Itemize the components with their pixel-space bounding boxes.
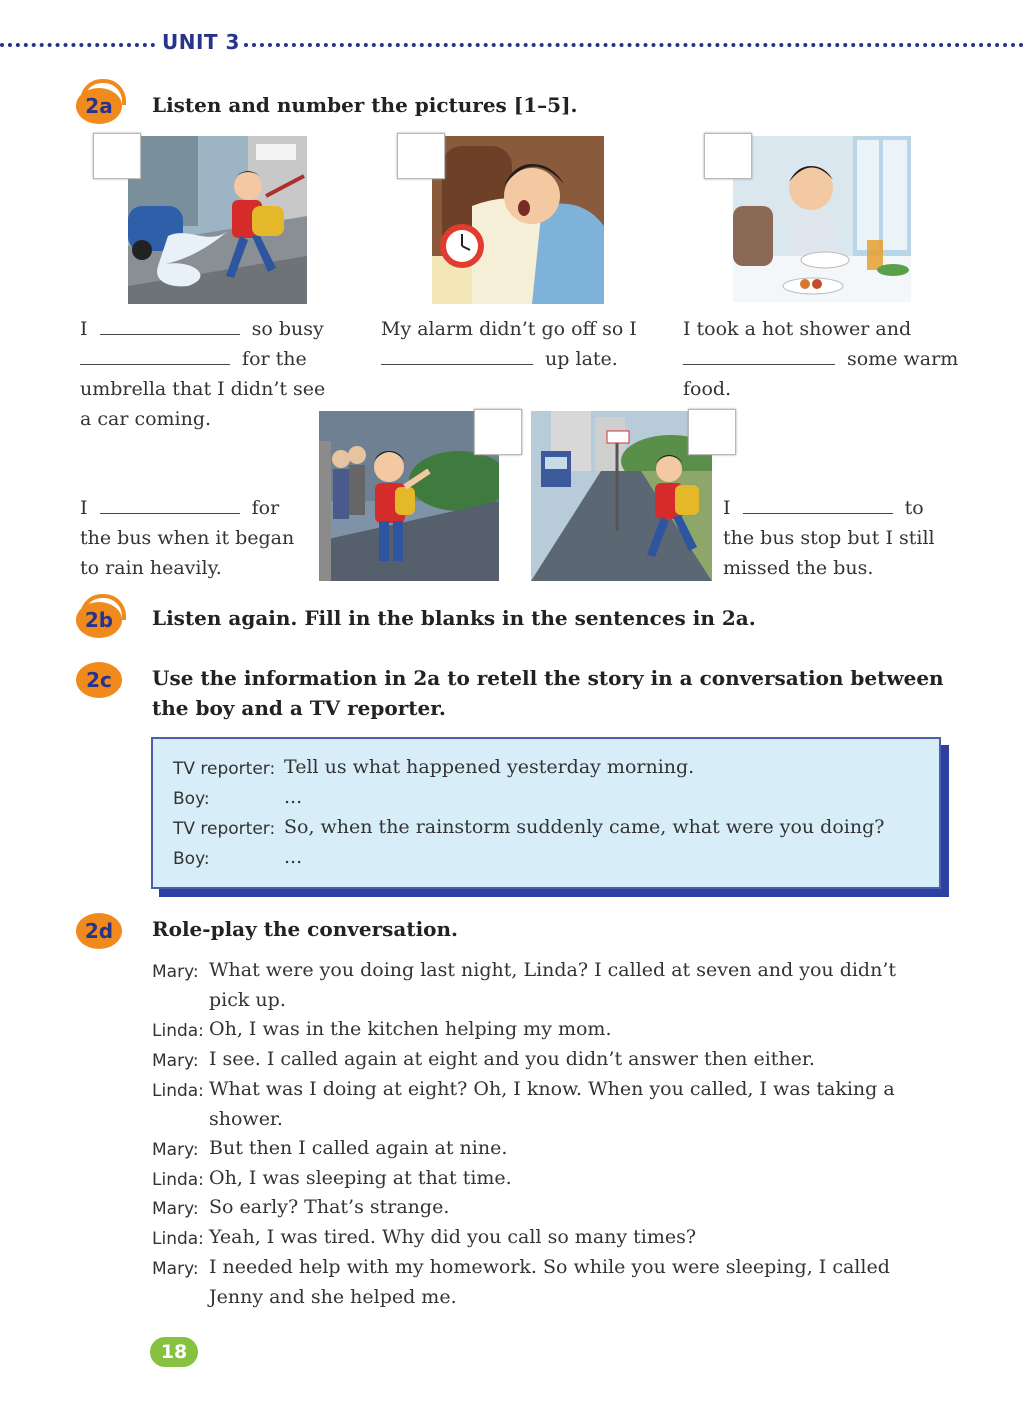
caption-4-text: I	[80, 497, 88, 519]
caption-1-text: a car coming.	[80, 408, 212, 430]
convo-line: So, when the rainstorm suddenly came, what were you doing?	[284, 816, 885, 838]
number-box-1[interactable]	[93, 133, 141, 179]
section-badge-2d: 2d	[76, 913, 122, 949]
instruction-2c-line1: Use the information in 2a to retell the story in a conversation between	[152, 666, 944, 690]
picture-boy-running-rain	[128, 136, 307, 304]
dialogue-line: What was I doing at eight? Oh, I know. When you called, I was taking a	[209, 1078, 895, 1100]
dialogue-line: So early? That’s strange.	[209, 1196, 450, 1218]
number-box-5[interactable]	[688, 409, 736, 455]
dialogue-line: pick up.	[209, 989, 286, 1011]
caption-5-text: missed the bus.	[723, 557, 874, 579]
convo-speaker: TV reporter:	[173, 759, 276, 779]
caption-1-text: I	[80, 318, 88, 340]
caption-4-text: the bus when it began	[80, 527, 295, 549]
caption-2-text: My alarm didn’t go off so I	[381, 318, 637, 340]
instruction-2d: Role-play the conversation.	[152, 917, 459, 941]
dialogue-speaker: Mary:	[152, 962, 199, 982]
caption-3-text: food.	[683, 378, 732, 400]
section-badge-2a: 2a	[76, 88, 122, 124]
blank-1b[interactable]	[80, 344, 230, 365]
caption-5	[723, 493, 993, 583]
number-box-2[interactable]	[397, 133, 445, 179]
convo-line: Tell us what happened yesterday morning.	[284, 756, 695, 778]
dialogue-speaker: Linda:	[152, 1229, 204, 1249]
section-badge-2b: 2b	[76, 602, 122, 638]
caption-5-text: to	[904, 497, 924, 519]
dialogue-line: Oh, I was sleeping at that time.	[209, 1167, 512, 1189]
picture-boy-waiting-bus-rain	[319, 411, 499, 581]
caption-3	[683, 314, 973, 404]
caption-1-text: so busy	[251, 318, 324, 340]
blank-1a[interactable]	[100, 314, 240, 335]
caption-3-text: I took a hot shower and	[683, 318, 912, 340]
dialogue-line: Yeah, I was tired. Why did you call so many times?	[209, 1226, 697, 1248]
instruction-2b: Listen again. Fill in the blanks in the sentences in 2a.	[152, 606, 756, 630]
caption-2-text: up late.	[545, 348, 618, 370]
section-badge-2c: 2c	[76, 662, 122, 698]
picture-boy-running-bus-stop	[531, 411, 712, 581]
dialogue-speaker: Mary:	[152, 1259, 199, 1279]
caption-1	[80, 314, 340, 434]
caption-5-text: the bus stop but I still	[723, 527, 935, 549]
convo-speaker: Boy:	[173, 849, 210, 869]
convo-speaker: Boy:	[173, 789, 210, 809]
page-number: 18	[150, 1337, 198, 1367]
instruction-2a: Listen and number the pictures [1–5].	[152, 93, 578, 117]
number-box-3[interactable]	[704, 133, 752, 179]
dialogue-line: I needed help with my homework. So while you were sleeping, I called	[209, 1256, 890, 1278]
caption-1-text: for the	[242, 348, 307, 370]
convo-speaker: TV reporter:	[173, 819, 276, 839]
caption-3-text: some warm	[847, 348, 959, 370]
convo-line: ...	[284, 846, 303, 868]
convo-line: ...	[284, 786, 303, 808]
caption-2	[381, 314, 671, 374]
picture-boy-eating-breakfast	[733, 136, 911, 302]
unit-label: UNIT 3	[162, 30, 240, 54]
picture-boy-waking-alarm	[432, 136, 604, 304]
blank-3[interactable]	[683, 344, 835, 365]
caption-4-text: for	[251, 497, 280, 519]
dialogue-line: What were you doing last night, Linda? I called at seven and you didn’t	[209, 959, 897, 981]
conversation-box	[151, 737, 941, 889]
dialogue-line: Oh, I was in the kitchen helping my mom.	[209, 1018, 612, 1040]
dialogue-line: I see. I called again at eight and you didn’t answer then either.	[209, 1048, 815, 1070]
instruction-2c-line2: the boy and a TV reporter.	[152, 696, 446, 720]
blank-2[interactable]	[381, 344, 533, 365]
dialogue-speaker: Mary:	[152, 1199, 199, 1219]
header-dotted-rule-left	[0, 43, 155, 47]
caption-4-text: to rain heavily.	[80, 557, 222, 579]
blank-4[interactable]	[100, 493, 240, 514]
header-dotted-rule-right	[244, 43, 1024, 47]
caption-5-text: I	[723, 497, 731, 519]
dialogue-speaker: Mary:	[152, 1140, 199, 1160]
dialogue-speaker: Mary:	[152, 1051, 199, 1071]
dialogue-line: Jenny and she helped me.	[209, 1286, 457, 1308]
dialogue-line: shower.	[209, 1108, 283, 1130]
dialogue-speaker: Linda:	[152, 1021, 204, 1041]
dialogue-speaker: Linda:	[152, 1170, 204, 1190]
number-box-4[interactable]	[474, 409, 522, 455]
dialogue-speaker: Linda:	[152, 1081, 204, 1101]
blank-5[interactable]	[743, 493, 893, 514]
caption-1-text: umbrella that I didn’t see	[80, 378, 326, 400]
dialogue-line: But then I called again at nine.	[209, 1137, 508, 1159]
caption-4	[80, 493, 320, 583]
